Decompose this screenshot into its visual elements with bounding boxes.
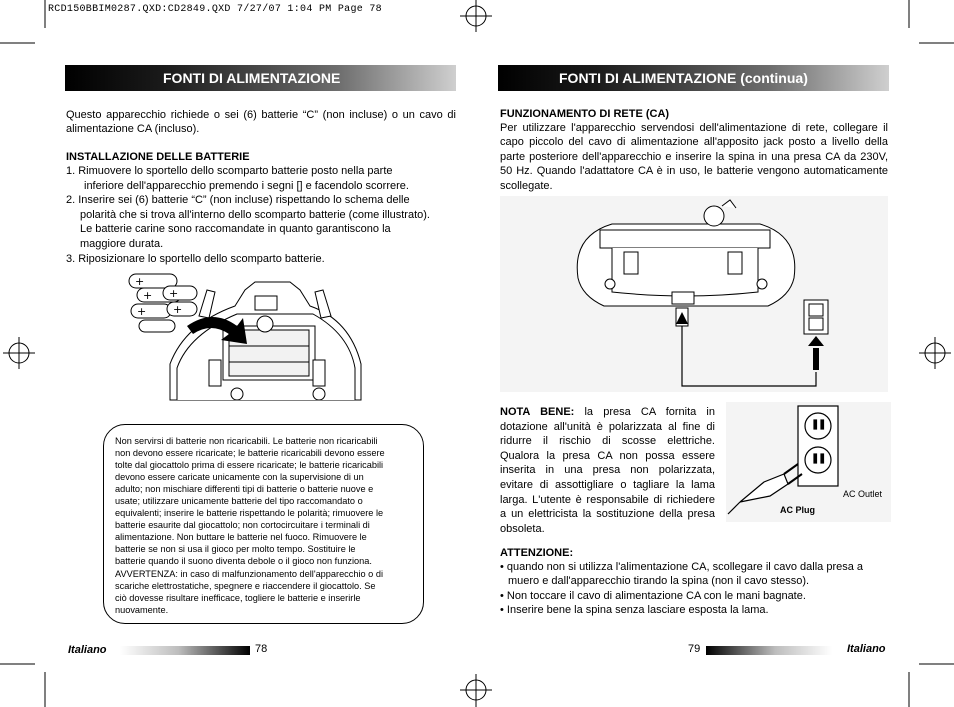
- step-line: 1. Rimuovere lo sportello dello scomparto batterie posto nella parte: [66, 165, 393, 177]
- warning-line: batterie quando il suono diventa debole o il gioco non funziona.: [115, 556, 372, 567]
- svg-text:+: +: [137, 305, 147, 318]
- svg-text:+: +: [169, 287, 179, 300]
- battery-warning-box: [103, 424, 424, 624]
- svg-text:+: +: [135, 275, 145, 288]
- warning-line: non devono essere ricaricate; le batterie ricaricabili devono essere: [115, 448, 385, 459]
- warning-line: tolte dal giocattolo prima di essere ricaricate; le batterie ricaricabili: [115, 460, 384, 471]
- step-line: maggiore durata.: [80, 237, 164, 250]
- list-item: • quando non si utilizza l'alimentazione CA, scollegare il cavo dalla presa a muero e dall'apparecchio tirando la spina (non il cavo stesso).: [500, 561, 864, 588]
- page-number-right: 79: [688, 643, 701, 655]
- dc-jack: [672, 292, 694, 304]
- warning-line: Non servirsi di batterie non ricaricabili. Le batterie non ricaricabili: [115, 436, 378, 446]
- section-title-right: FONTI DI ALIMENTAZIONE (continua): [498, 65, 889, 91]
- footer-language-left: Italiano: [68, 644, 107, 656]
- page-number-left: 78: [255, 643, 268, 655]
- footer-bar-left: [120, 646, 250, 655]
- svg-text:+: +: [173, 303, 183, 316]
- section-title-left: FONTI DI ALIMENTAZIONE: [65, 65, 456, 91]
- install-heading: INSTALLAZIONE DELLE BATTERIE: [66, 151, 250, 163]
- intro-text: Questo apparecchio richiede o sei (6) batterie “C” (non incluse) o un cavo di alimentazione CA (incluso).: [66, 109, 456, 136]
- warning-line: equivalenti; inserire le batterie rispettando le polarità; rimuovere le: [115, 508, 384, 519]
- outlet-plug-illustration: [726, 402, 891, 522]
- warning-line: devono essere caricate unicamente con la supervisione di un: [115, 472, 364, 483]
- footer-bar-right: [706, 646, 832, 655]
- warning-line: usate; utilizzare unicamente batterie del tipo raccomandato o: [115, 496, 363, 507]
- step-line: polarità che si trova all'interno dello scomparto batterie (come illustrato).: [80, 208, 430, 221]
- warning-line: batterie se non si usa il gioco per molto tempo. Sostituire le: [115, 544, 356, 555]
- file-header: RCD150BBIM0287.QXD:CD2849.QXD 7/27/07 1:04 PM Page 78: [48, 4, 382, 15]
- battery-icon: [129, 274, 197, 332]
- warning-line: alimentazione. Non buttare le batterie nel fuoco. Rimuovere le: [115, 532, 367, 543]
- list-item: • Inserire bene la spina senza lasciare esposta la lama.: [500, 604, 769, 617]
- ac-connection-illustration: [500, 196, 888, 392]
- attention-heading: ATTENZIONE:: [500, 547, 574, 559]
- attention-list: [500, 560, 888, 618]
- step-line: Le batterie carine sono raccomandate in quanto garantiscono la: [80, 223, 391, 236]
- step-line: inferiore dell'apparecchio premendo i segni [] e facendolo scorrere.: [84, 179, 409, 192]
- note-label: NOTA BENE:: [500, 406, 575, 418]
- warning-line: nuovamente.: [115, 604, 169, 615]
- mains-heading: FUNZIONAMENTO DI RETE (CA): [500, 108, 670, 120]
- svg-text:+: +: [143, 289, 153, 302]
- warning-line: scariche elettrostatiche, spegnere e riaccendere il giocattolo. Se: [115, 580, 376, 591]
- footer-language-right: Italiano: [847, 643, 886, 655]
- step-line: 2. Inserire sei (6) batterie “C” (non incluse) rispettando lo schema delle: [66, 194, 410, 207]
- battery-compartment-illustration: [125, 268, 365, 410]
- warning-line: adulto; non mischiare differenti tipi di batterie o batterie nuove e: [115, 484, 374, 495]
- outlet-label: AC Outlet: [843, 489, 883, 499]
- step-line: 3. Riposizionare lo sportello dello scomparto batterie.: [66, 252, 325, 265]
- note-text: NOTA BENE: la presa CA fornita in dotazione all'unità è polarizzata al fine di ridurre il rischio di scosse elettriche. Qualora la presa CA non possa essere inserita in una presa non polarizzata, evitare di assottigliare o tagliare la lama larga. L'utente è responsabile di richiedere a un elettricista la sostituzione della presa obsoleta.: [500, 406, 715, 535]
- warning-line: ciò dovesse risultare inefficace, togliere le batterie e inserirle: [115, 592, 361, 603]
- plug-label: AC Plug: [780, 505, 815, 515]
- mains-text: Per utilizzare l'apparecchio servendosi dell'alimentazione di rete, collegare il capo piccolo del cavo di alimentazione all'apposito jack posto a livello della parte posteriore dell'apparecchio e inserire la spina in una presa CA da 230V, 50 Hz. Quando l'adattatore CA è in uso, le batterie vengono automaticamente scollegate.: [500, 122, 888, 192]
- list-item: • Non toccare il cavo di alimentazione CA con le mani bagnate.: [500, 589, 806, 602]
- install-steps: [66, 164, 461, 266]
- warning-line: AVVERTENZA: in caso di malfunzionamento dell'apparecchio o di: [115, 568, 383, 579]
- warning-line: batterie esaurite dal giocattolo; non cortocircuitare i terminali di: [115, 520, 370, 531]
